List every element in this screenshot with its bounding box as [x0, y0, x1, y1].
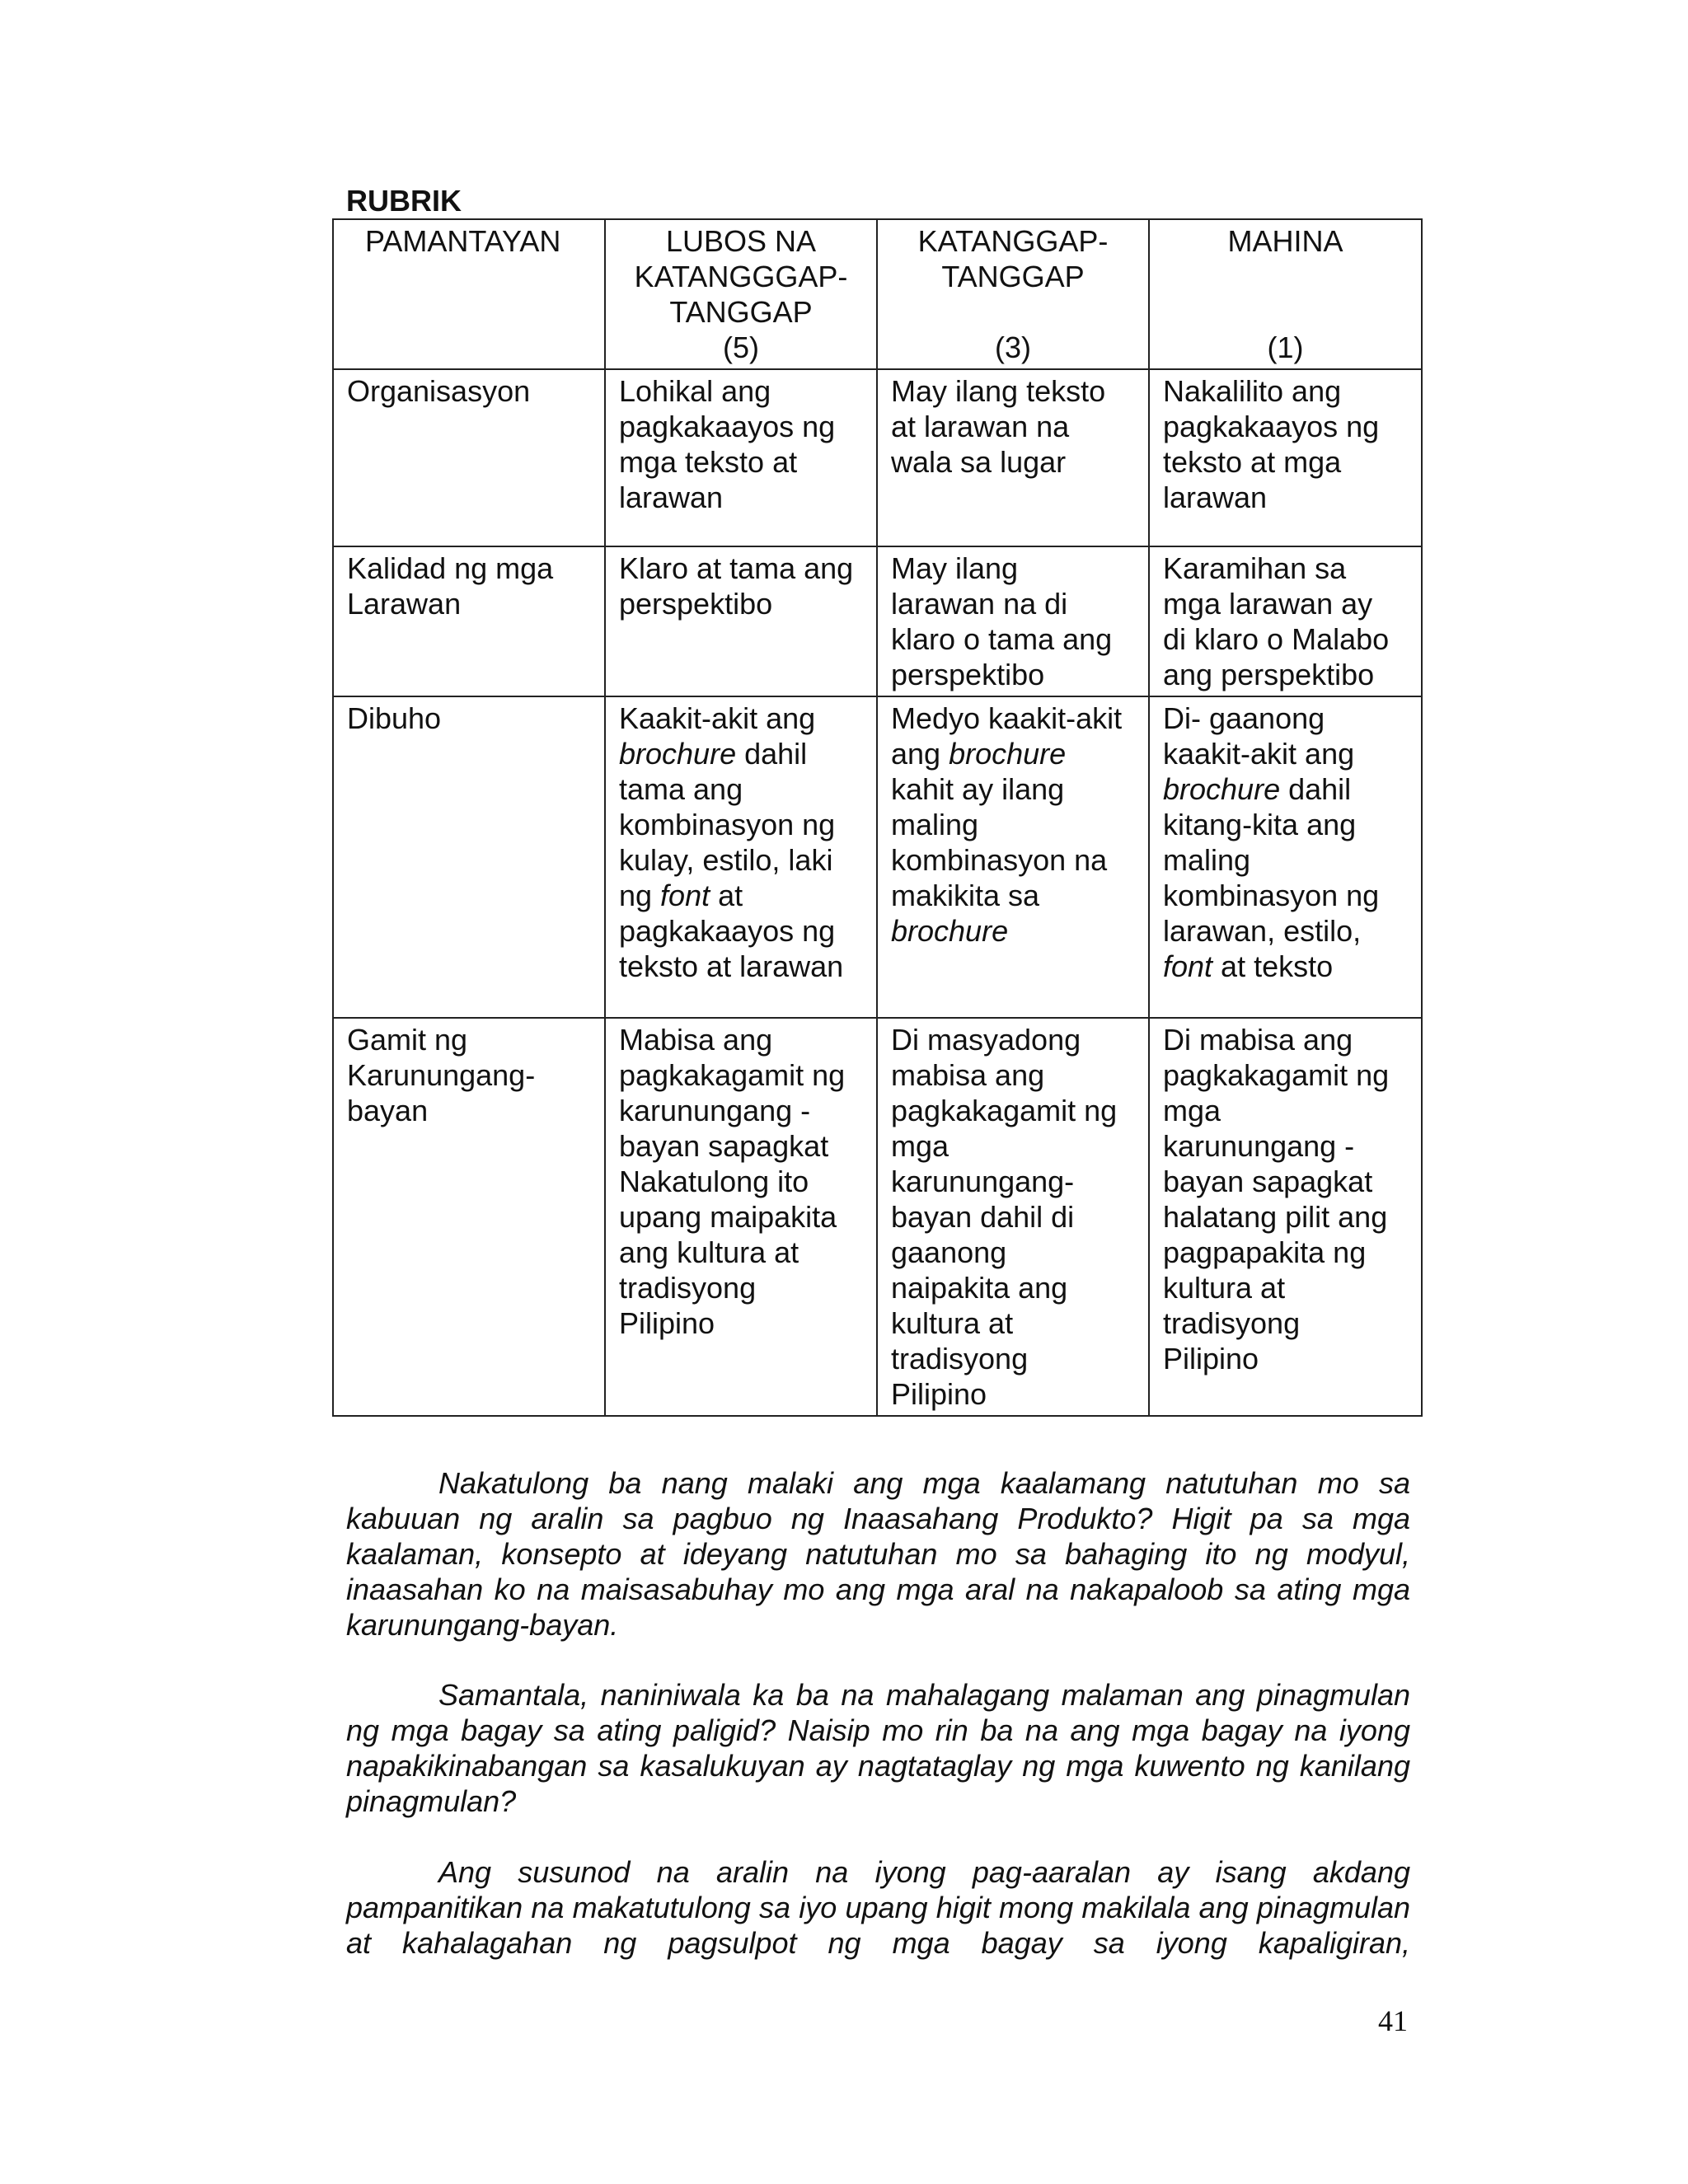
- table-row: [333, 696, 1422, 1018]
- header-score: (3): [995, 330, 1031, 364]
- header-score: (1): [1267, 330, 1304, 364]
- header-label: MAHINA: [1227, 224, 1343, 258]
- table-row: [333, 1018, 1422, 1416]
- cell-text-run: Di- gaanong kaakit-akit ang: [1163, 701, 1355, 771]
- header-label: KATANGGAP- TANGGAP: [917, 224, 1109, 293]
- cell-text-run: at teksto: [1212, 949, 1334, 983]
- table-row: [333, 369, 1422, 546]
- criterion-cell: Gamit ng Karunungang- bayan: [333, 1018, 605, 1416]
- cell-italic-run: brochure: [1163, 772, 1281, 806]
- body-paragraph: Nakatulong ba nang malaki ang mga kaalamang natutuhan mo sa kabuuan ng aralin sa pagbuo ng Inaasahang Produkto? Higit pa sa mga kaalaman, konsepto at ideyang natutuhan mo sa bahaging ito ng modyul, inaasahan ko na maisasabuhay mo ang mga aral na nakapaloob sa ating mga karunungang-bayan.: [346, 1466, 1410, 1642]
- criterion-cell: Kalidad ng mga Larawan: [333, 546, 605, 696]
- cell-text-run: kahit ay ilang maling kombinasyon na makikita sa: [891, 772, 1108, 912]
- score-3-cell: May ilang larawan na di klaro o tama ang perspektibo: [877, 546, 1149, 696]
- header-cell-lubos: [605, 219, 877, 369]
- page-number: 41: [1378, 2004, 1408, 2037]
- cell-italic-run: font: [1163, 949, 1213, 983]
- cell-text-run: dahil tama ang kombinasyon ng kulay, estilo, laki ng: [619, 737, 836, 912]
- cell-text-run: Kaakit-akit ang: [619, 701, 816, 735]
- header-score: (5): [723, 330, 759, 364]
- cell-italic-run: brochure: [891, 914, 1009, 948]
- score-3-cell: [877, 696, 1149, 1018]
- score-3-cell: May ilang teksto at larawan na wala sa lugar: [877, 369, 1149, 546]
- cell-italic-run: font: [660, 879, 710, 912]
- header-label: LUBOS NA KATANGGGAP- TANGGAP: [634, 224, 848, 329]
- score-5-cell: Klaro at tama ang perspektibo: [605, 546, 877, 696]
- header-cell-katanggap: [877, 219, 1149, 369]
- table-row: [333, 546, 1422, 696]
- cell-text-run: at pagkakaayos ng teksto at larawan: [619, 879, 844, 983]
- cell-italic-run: brochure: [619, 737, 737, 771]
- table-header-row: [333, 219, 1422, 369]
- body-paragraph: Ang susunod na aralin na iyong pag-aaralan ay isang akdang pampanitikan na makatutulong sa iyo upang higit mong makilala ang pinagmulan at kahalagahan ng pagsulpot ng mga bagay sa iyong kapaligiran,: [346, 1855, 1410, 1960]
- score-3-cell: Di masyadong mabisa ang pagkakagamit ng mga karunungang- bayan dahil di gaanong naipakita ang kultura at tradisyong Pilipino: [877, 1018, 1149, 1416]
- cell-text-run: Medyo kaakit-akit ang: [891, 701, 1123, 771]
- score-5-cell: Mabisa ang pagkakagamit ng karunungang - bayan sapagkat Nakatulong ito upang maipakita ang kultura at tradisyong Pilipino: [605, 1018, 877, 1416]
- score-5-cell: Lohikal ang pagkakaayos ng mga teksto at larawan: [605, 369, 877, 546]
- header-cell-mahina: [1149, 219, 1422, 369]
- score-5-cell: [605, 696, 877, 1018]
- score-1-cell: [1149, 696, 1422, 1018]
- header-cell-pamantayan: [333, 219, 605, 369]
- rubric-table: [332, 218, 1423, 1417]
- cell-text-run: dahil kitang-kita ang maling kombinasyon ng larawan, estilo,: [1163, 772, 1380, 948]
- cell-italic-run: brochure: [949, 737, 1067, 771]
- rubric-heading: RUBRIK: [346, 184, 462, 218]
- score-1-cell: Karamihan sa mga larawan ay di klaro o Malabo ang perspektibo: [1149, 546, 1422, 696]
- criterion-cell: Dibuho: [333, 696, 605, 1018]
- header-label: PAMANTAYAN: [365, 224, 561, 258]
- body-paragraph: Samantala, naniniwala ka ba na mahalagang malaman ang pinagmulan ng mga bagay sa ating paligid? Naisip mo rin ba na ang mga bagay na iyong napakikinabangan sa kasalukuyan ay nagtataglay ng mga kuwento ng kanilang pinagmulan?: [346, 1678, 1410, 1818]
- score-1-cell: Nakalilito ang pagkakaayos ng teksto at mga larawan: [1149, 369, 1422, 546]
- score-1-cell: Di mabisa ang pagkakagamit ng mga karunungang - bayan sapagkat halatang pilit ang pagpapakita ng kultura at tradisyong Pilipino: [1149, 1018, 1422, 1416]
- criterion-cell: Organisasyon: [333, 369, 605, 546]
